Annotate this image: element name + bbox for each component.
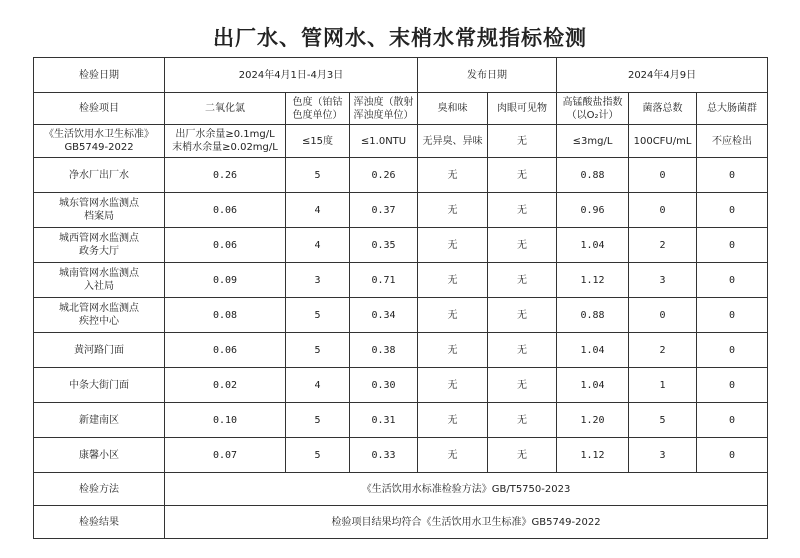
- result-cell: 0.06: [165, 333, 286, 368]
- cell-line: 无异臭、异味: [422, 135, 483, 147]
- result-cell: 5: [286, 438, 350, 473]
- table-row: [34, 193, 768, 228]
- cell-line: 高锰酸盐指数: [562, 96, 623, 108]
- standard-value: [165, 125, 286, 158]
- result-cell: 无: [418, 158, 488, 193]
- result-cell: 4: [286, 193, 350, 228]
- result-cell: 0.02: [165, 368, 286, 403]
- result-cell: 无: [488, 298, 557, 333]
- header-col: [488, 93, 557, 125]
- result-cell: 0.88: [557, 158, 629, 193]
- result-cell: 5: [286, 158, 350, 193]
- cell-line: ≤1.0NTU: [360, 135, 407, 147]
- cell-line: 黄河路门面: [74, 344, 124, 356]
- result-cell: 3: [286, 263, 350, 298]
- cell-line: 总大肠菌群: [707, 103, 758, 114]
- standard-value: [488, 125, 557, 158]
- result-row: [34, 506, 768, 539]
- cell-line: 不应检出: [712, 135, 753, 147]
- result-cell: 0.34: [350, 298, 418, 333]
- standard-value: [350, 125, 418, 158]
- result-cell: 无: [418, 193, 488, 228]
- result-cell: 0.06: [165, 228, 286, 263]
- cell-line: 入社局: [84, 281, 114, 292]
- result-cell: 0: [697, 403, 768, 438]
- result-cell: 0.26: [165, 158, 286, 193]
- table-row: [34, 158, 768, 193]
- method-row: [34, 473, 768, 506]
- table-row: [34, 403, 768, 438]
- result-cell: 4: [286, 228, 350, 263]
- result-cell: 无: [488, 228, 557, 263]
- report-title: 出厂水、管网水、末梢水常规指标检测: [213, 25, 587, 50]
- result-cell: 0.06: [165, 193, 286, 228]
- result-cell: 5: [286, 403, 350, 438]
- cell-line: 城东管网水监测点: [59, 198, 139, 209]
- cell-line: 疾控中心: [79, 316, 119, 327]
- date-label: 检验日期: [34, 58, 165, 93]
- result-cell: 0: [697, 368, 768, 403]
- result-cell: 无: [418, 368, 488, 403]
- site-name: [34, 298, 165, 333]
- site-name: [34, 333, 165, 368]
- cell-line: 二氧化氯: [205, 103, 245, 114]
- result-cell: 0: [697, 438, 768, 473]
- cell-line: 出厂水余量≥0.1mg/L: [175, 129, 275, 140]
- cell-line: 净水厂出厂水: [69, 169, 129, 181]
- result-cell: 0: [697, 298, 768, 333]
- cell-line: 末梢水余量≥0.02mg/L: [172, 142, 278, 153]
- result-cell: 1: [629, 368, 697, 403]
- cell-line: 浑浊度（散射: [353, 96, 414, 108]
- result-cell: 无: [488, 403, 557, 438]
- header-col: [557, 93, 629, 125]
- cell-line: 新建南区: [79, 414, 119, 426]
- header-col: [286, 93, 350, 125]
- result-cell: 1.12: [557, 438, 629, 473]
- publish-date-label: 发布日期: [418, 58, 557, 93]
- cell-line: 城西管网水监测点: [59, 233, 139, 244]
- standard-value: [557, 125, 629, 158]
- result-cell: 无: [418, 228, 488, 263]
- date-value: 2024年4月1日-4月3日: [165, 58, 418, 93]
- cell-line: 政务大厅: [79, 246, 119, 257]
- result-cell: 0.08: [165, 298, 286, 333]
- result-cell: 无: [488, 158, 557, 193]
- result-cell: 1.04: [557, 333, 629, 368]
- result-cell: 0.37: [350, 193, 418, 228]
- cell-line: 臭和味: [437, 103, 468, 114]
- result-cell: 0.26: [350, 158, 418, 193]
- test-report-table: [33, 57, 768, 539]
- cell-line: 档案局: [84, 211, 114, 222]
- result-cell: 无: [488, 333, 557, 368]
- header-col: [418, 93, 488, 125]
- result-cell: 0.38: [350, 333, 418, 368]
- cell-line: 色度单位）: [292, 109, 343, 121]
- cell-line: （以O₂计）: [566, 109, 619, 121]
- result-cell: 0: [697, 333, 768, 368]
- cell-line: 菌落总数: [642, 103, 683, 114]
- result-cell: 0.33: [350, 438, 418, 473]
- result-value: 检验项目结果均符合《生活饮用水卫生标准》GB5749-2022: [165, 506, 768, 539]
- site-name: [34, 263, 165, 298]
- result-cell: 无: [418, 438, 488, 473]
- header-row: [34, 93, 768, 125]
- method-label: 检验方法: [34, 473, 165, 506]
- cell-line: ≤15度: [301, 135, 334, 147]
- result-cell: 2: [629, 228, 697, 263]
- cell-line: GB5749-2022: [64, 142, 134, 153]
- cell-line: ≤3mg/L: [572, 135, 613, 147]
- result-cell: 0: [629, 193, 697, 228]
- cell-line: 康馨小区: [79, 449, 119, 461]
- table-row: [34, 368, 768, 403]
- result-cell: 0.35: [350, 228, 418, 263]
- date-row: [34, 58, 768, 93]
- site-name: [34, 438, 165, 473]
- cell-line: 《生活饮用水卫生标准》: [44, 129, 154, 140]
- site-name: [34, 403, 165, 438]
- result-cell: 5: [629, 403, 697, 438]
- result-cell: 无: [418, 263, 488, 298]
- result-cell: 3: [629, 438, 697, 473]
- header-col: [697, 93, 768, 125]
- result-cell: 无: [488, 193, 557, 228]
- cell-line: 无: [517, 135, 528, 147]
- result-cell: 0.88: [557, 298, 629, 333]
- result-cell: 无: [488, 368, 557, 403]
- result-cell: 无: [418, 403, 488, 438]
- site-name: [34, 368, 165, 403]
- header-col: [165, 93, 286, 125]
- result-cell: 1.04: [557, 368, 629, 403]
- header-col: [629, 93, 697, 125]
- result-cell: 0: [629, 158, 697, 193]
- result-cell: 0: [697, 228, 768, 263]
- table-row: [34, 228, 768, 263]
- result-cell: 0: [697, 263, 768, 298]
- standard-value: [697, 125, 768, 158]
- standard-value: [629, 125, 697, 158]
- result-cell: 0.31: [350, 403, 418, 438]
- cell-line: 肉眼可见物: [497, 103, 548, 114]
- result-cell: 1.20: [557, 403, 629, 438]
- result-cell: 0.30: [350, 368, 418, 403]
- method-value: 《生活饮用水标准检验方法》GB/T5750-2023: [165, 473, 768, 506]
- table-row: [34, 298, 768, 333]
- header-item: 检验项目: [34, 93, 165, 125]
- result-cell: 1.04: [557, 228, 629, 263]
- site-name: [34, 193, 165, 228]
- cell-line: 色度（铂钴: [292, 96, 343, 108]
- result-cell: 0: [697, 193, 768, 228]
- site-name: [34, 158, 165, 193]
- standard-value: [286, 125, 350, 158]
- standard-value: [418, 125, 488, 158]
- cell-line: 城南管网水监测点: [59, 268, 139, 279]
- result-cell: 无: [418, 333, 488, 368]
- cell-line: 100CFU/mL: [633, 135, 692, 147]
- result-cell: 4: [286, 368, 350, 403]
- standard-row: [34, 125, 768, 158]
- standard-label: [34, 125, 165, 158]
- result-cell: 3: [629, 263, 697, 298]
- cell-line: 城北管网水监测点: [59, 303, 139, 314]
- table-row: [34, 333, 768, 368]
- site-name: [34, 228, 165, 263]
- result-cell: 无: [488, 438, 557, 473]
- result-label: 检验结果: [34, 506, 165, 539]
- result-cell: 0.96: [557, 193, 629, 228]
- header-col: [350, 93, 418, 125]
- result-cell: 0.07: [165, 438, 286, 473]
- result-cell: 无: [488, 263, 557, 298]
- result-cell: 0: [629, 298, 697, 333]
- result-cell: 0.10: [165, 403, 286, 438]
- result-cell: 0.71: [350, 263, 418, 298]
- result-cell: 5: [286, 333, 350, 368]
- result-cell: 无: [418, 298, 488, 333]
- result-cell: 5: [286, 298, 350, 333]
- result-cell: 2: [629, 333, 697, 368]
- cell-line: 浑浊度单位）: [353, 109, 414, 121]
- cell-line: 中条大街门面: [69, 379, 129, 391]
- table-row: [34, 263, 768, 298]
- publish-date-value: 2024年4月9日: [557, 58, 768, 93]
- result-cell: 0: [697, 158, 768, 193]
- result-cell: 1.12: [557, 263, 629, 298]
- table-row: [34, 438, 768, 473]
- result-cell: 0.09: [165, 263, 286, 298]
